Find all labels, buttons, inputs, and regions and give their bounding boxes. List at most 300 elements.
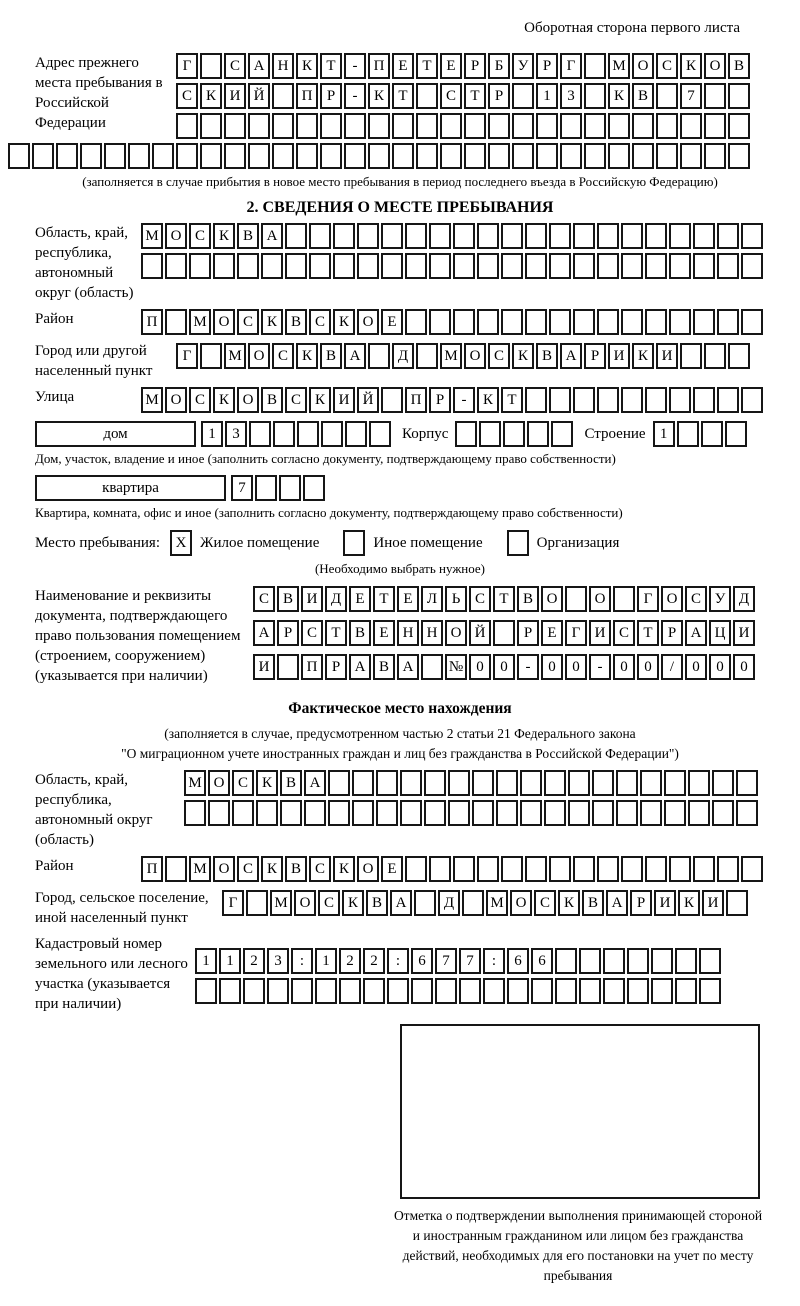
char-box[interactable]: / xyxy=(661,654,683,680)
char-box[interactable]: К xyxy=(477,387,499,413)
char-box[interactable] xyxy=(8,143,30,169)
char-box[interactable] xyxy=(279,475,301,501)
char-box[interactable]: О xyxy=(510,890,532,916)
char-box[interactable] xyxy=(568,800,590,826)
char-box[interactable]: Т xyxy=(320,53,342,79)
char-box[interactable] xyxy=(479,421,501,447)
char-box[interactable]: 3 xyxy=(560,83,582,109)
char-box[interactable]: С xyxy=(469,586,491,612)
char-box[interactable] xyxy=(717,309,739,335)
char-box[interactable]: : xyxy=(483,948,505,974)
char-box[interactable] xyxy=(669,856,691,882)
char-box[interactable] xyxy=(405,309,427,335)
char-box[interactable]: 6 xyxy=(531,948,553,974)
char-box[interactable]: Д xyxy=(438,890,460,916)
char-box[interactable]: Е xyxy=(381,856,403,882)
char-box[interactable] xyxy=(717,856,739,882)
char-box[interactable]: О xyxy=(589,586,611,612)
char-box[interactable] xyxy=(527,421,549,447)
char-box[interactable] xyxy=(525,223,547,249)
char-box[interactable]: М xyxy=(224,343,246,369)
char-box[interactable]: 1 xyxy=(219,948,241,974)
char-box[interactable] xyxy=(56,143,78,169)
char-box[interactable]: М xyxy=(486,890,508,916)
char-box[interactable] xyxy=(392,113,414,139)
char-box[interactable] xyxy=(496,770,518,796)
char-box[interactable] xyxy=(728,343,750,369)
char-box[interactable] xyxy=(536,143,558,169)
char-box[interactable] xyxy=(741,223,763,249)
char-box[interactable]: О xyxy=(464,343,486,369)
char-box[interactable] xyxy=(296,143,318,169)
char-box[interactable] xyxy=(493,620,515,646)
char-box[interactable] xyxy=(376,800,398,826)
char-box[interactable] xyxy=(573,856,595,882)
char-box[interactable] xyxy=(560,113,582,139)
char-box[interactable] xyxy=(741,856,763,882)
char-box[interactable]: 0 xyxy=(565,654,587,680)
char-box[interactable] xyxy=(551,421,573,447)
char-box[interactable] xyxy=(584,113,606,139)
char-box[interactable] xyxy=(496,800,518,826)
char-box[interactable] xyxy=(381,223,403,249)
char-box[interactable] xyxy=(608,113,630,139)
char-box[interactable] xyxy=(627,978,649,1004)
char-box[interactable] xyxy=(152,143,174,169)
char-box[interactable] xyxy=(597,253,619,279)
char-box[interactable]: 7 xyxy=(680,83,702,109)
char-box[interactable] xyxy=(549,223,571,249)
char-box[interactable] xyxy=(645,223,667,249)
char-box[interactable] xyxy=(352,800,374,826)
char-box[interactable] xyxy=(693,309,715,335)
char-box[interactable]: М xyxy=(184,770,206,796)
char-box[interactable] xyxy=(464,143,486,169)
char-box[interactable] xyxy=(728,83,750,109)
char-box[interactable]: К xyxy=(261,856,283,882)
char-box[interactable]: 0 xyxy=(493,654,515,680)
char-box[interactable]: К xyxy=(342,890,364,916)
char-box[interactable] xyxy=(320,113,342,139)
char-box[interactable] xyxy=(405,253,427,279)
char-box[interactable] xyxy=(712,800,734,826)
char-box[interactable] xyxy=(544,770,566,796)
char-box[interactable]: 0 xyxy=(637,654,659,680)
char-box[interactable] xyxy=(368,143,390,169)
char-box[interactable] xyxy=(741,309,763,335)
char-box[interactable]: К xyxy=(333,856,355,882)
char-box[interactable]: К xyxy=(680,53,702,79)
char-box[interactable]: О xyxy=(237,387,259,413)
char-box[interactable] xyxy=(440,113,462,139)
char-box[interactable] xyxy=(503,421,525,447)
char-box[interactable] xyxy=(255,475,277,501)
char-box[interactable]: Р xyxy=(517,620,539,646)
char-box[interactable] xyxy=(688,770,710,796)
char-box[interactable] xyxy=(459,978,481,1004)
char-box[interactable]: Р xyxy=(464,53,486,79)
char-box[interactable]: Й xyxy=(357,387,379,413)
char-box[interactable]: 7 xyxy=(435,948,457,974)
char-box[interactable]: П xyxy=(368,53,390,79)
char-box[interactable] xyxy=(165,856,187,882)
char-box[interactable] xyxy=(369,421,391,447)
char-box[interactable]: В xyxy=(582,890,604,916)
char-box[interactable] xyxy=(664,770,686,796)
char-box[interactable] xyxy=(363,978,385,1004)
char-box[interactable] xyxy=(656,143,678,169)
char-box[interactable] xyxy=(280,800,302,826)
char-box[interactable]: О xyxy=(541,586,563,612)
char-box[interactable] xyxy=(376,770,398,796)
char-box[interactable] xyxy=(728,113,750,139)
char-box[interactable] xyxy=(219,978,241,1004)
char-box[interactable]: Е xyxy=(397,586,419,612)
char-box[interactable]: Р xyxy=(488,83,510,109)
char-box[interactable] xyxy=(525,309,547,335)
char-box[interactable]: В xyxy=(280,770,302,796)
char-box[interactable] xyxy=(296,113,318,139)
char-box[interactable] xyxy=(477,309,499,335)
char-box[interactable] xyxy=(507,978,529,1004)
char-box[interactable]: Е xyxy=(541,620,563,646)
char-box[interactable]: 3 xyxy=(267,948,289,974)
char-box[interactable]: У xyxy=(709,586,731,612)
char-box[interactable] xyxy=(656,83,678,109)
char-box[interactable] xyxy=(345,421,367,447)
char-box[interactable]: С xyxy=(224,53,246,79)
char-box[interactable]: В xyxy=(261,387,283,413)
char-box[interactable] xyxy=(669,387,691,413)
char-box[interactable] xyxy=(704,143,726,169)
char-box[interactable]: - xyxy=(517,654,539,680)
char-box[interactable]: И xyxy=(654,890,676,916)
char-box[interactable]: М xyxy=(141,387,163,413)
char-box[interactable] xyxy=(200,113,222,139)
char-box[interactable]: Е xyxy=(349,586,371,612)
char-box[interactable]: И xyxy=(656,343,678,369)
char-box[interactable] xyxy=(699,978,721,1004)
char-box[interactable]: М xyxy=(270,890,292,916)
char-box[interactable]: : xyxy=(387,948,409,974)
char-box[interactable]: : xyxy=(291,948,313,974)
char-box[interactable] xyxy=(568,770,590,796)
char-box[interactable]: М xyxy=(189,309,211,335)
char-box[interactable]: К xyxy=(309,387,331,413)
char-box[interactable] xyxy=(368,343,390,369)
char-box[interactable]: Т xyxy=(373,586,395,612)
char-box[interactable]: Р xyxy=(661,620,683,646)
char-box[interactable] xyxy=(584,53,606,79)
char-box[interactable] xyxy=(531,978,553,1004)
char-box[interactable]: И xyxy=(608,343,630,369)
kvartira-type-box[interactable]: квартира xyxy=(35,475,226,501)
char-box[interactable] xyxy=(688,800,710,826)
char-box[interactable]: К xyxy=(261,309,283,335)
char-box[interactable] xyxy=(328,770,350,796)
char-box[interactable] xyxy=(704,343,726,369)
char-box[interactable] xyxy=(632,113,654,139)
char-box[interactable] xyxy=(195,978,217,1004)
char-box[interactable]: 7 xyxy=(231,475,253,501)
char-box[interactable]: А xyxy=(248,53,270,79)
char-box[interactable] xyxy=(520,800,542,826)
char-box[interactable] xyxy=(243,978,265,1004)
char-box[interactable] xyxy=(693,387,715,413)
char-box[interactable] xyxy=(200,343,222,369)
char-box[interactable]: В xyxy=(285,309,307,335)
char-box[interactable]: Г xyxy=(222,890,244,916)
char-box[interactable] xyxy=(414,890,436,916)
char-box[interactable] xyxy=(645,253,667,279)
char-box[interactable] xyxy=(627,948,649,974)
char-box[interactable] xyxy=(267,978,289,1004)
char-box[interactable]: А xyxy=(344,343,366,369)
char-box[interactable] xyxy=(573,223,595,249)
char-box[interactable] xyxy=(352,770,374,796)
char-box[interactable]: Е xyxy=(392,53,414,79)
char-box[interactable]: 0 xyxy=(733,654,755,680)
char-box[interactable] xyxy=(664,800,686,826)
checkbox-zhiloe-pomeshchenie[interactable]: X xyxy=(170,530,192,556)
char-box[interactable] xyxy=(669,253,691,279)
char-box[interactable] xyxy=(680,113,702,139)
char-box[interactable]: В xyxy=(285,856,307,882)
char-box[interactable] xyxy=(309,223,331,249)
char-box[interactable] xyxy=(597,223,619,249)
char-box[interactable]: С xyxy=(253,586,275,612)
char-box[interactable] xyxy=(741,387,763,413)
char-box[interactable] xyxy=(272,143,294,169)
char-box[interactable]: Б xyxy=(488,53,510,79)
char-box[interactable]: Т xyxy=(464,83,486,109)
char-box[interactable]: С xyxy=(301,620,323,646)
char-box[interactable] xyxy=(728,143,750,169)
char-box[interactable] xyxy=(477,253,499,279)
char-box[interactable] xyxy=(248,113,270,139)
char-box[interactable] xyxy=(675,978,697,1004)
char-box[interactable] xyxy=(488,143,510,169)
char-box[interactable] xyxy=(453,253,475,279)
char-box[interactable]: А xyxy=(349,654,371,680)
char-box[interactable] xyxy=(208,800,230,826)
char-box[interactable]: А xyxy=(560,343,582,369)
char-box[interactable] xyxy=(488,113,510,139)
char-box[interactable]: П xyxy=(141,309,163,335)
char-box[interactable] xyxy=(256,800,278,826)
char-box[interactable] xyxy=(592,770,614,796)
char-box[interactable]: Д xyxy=(325,586,347,612)
char-box[interactable]: Р xyxy=(536,53,558,79)
char-box[interactable] xyxy=(272,83,294,109)
char-box[interactable] xyxy=(448,770,470,796)
char-box[interactable]: Г xyxy=(176,53,198,79)
char-box[interactable]: В xyxy=(517,586,539,612)
char-box[interactable]: 6 xyxy=(411,948,433,974)
char-box[interactable] xyxy=(621,253,643,279)
char-box[interactable]: П xyxy=(405,387,427,413)
char-box[interactable]: О xyxy=(661,586,683,612)
char-box[interactable] xyxy=(701,421,723,447)
char-box[interactable] xyxy=(565,586,587,612)
char-box[interactable] xyxy=(224,143,246,169)
char-box[interactable] xyxy=(440,143,462,169)
char-box[interactable]: И xyxy=(589,620,611,646)
char-box[interactable]: Ь xyxy=(445,586,467,612)
char-box[interactable]: Д xyxy=(733,586,755,612)
char-box[interactable]: К xyxy=(200,83,222,109)
char-box[interactable] xyxy=(603,948,625,974)
char-box[interactable]: С xyxy=(285,387,307,413)
char-box[interactable]: М xyxy=(440,343,462,369)
char-box[interactable] xyxy=(189,253,211,279)
char-box[interactable]: В xyxy=(728,53,750,79)
char-box[interactable] xyxy=(165,253,187,279)
char-box[interactable]: 3 xyxy=(225,421,247,447)
char-box[interactable]: С xyxy=(272,343,294,369)
char-box[interactable] xyxy=(429,856,451,882)
char-box[interactable] xyxy=(416,143,438,169)
char-box[interactable]: И xyxy=(733,620,755,646)
char-box[interactable]: Е xyxy=(373,620,395,646)
char-box[interactable]: К xyxy=(296,343,318,369)
char-box[interactable] xyxy=(675,948,697,974)
char-box[interactable] xyxy=(669,223,691,249)
char-box[interactable]: Р xyxy=(429,387,451,413)
char-box[interactable] xyxy=(621,387,643,413)
char-box[interactable]: К xyxy=(256,770,278,796)
char-box[interactable] xyxy=(455,421,477,447)
char-box[interactable]: Й xyxy=(469,620,491,646)
char-box[interactable]: 0 xyxy=(709,654,731,680)
char-box[interactable] xyxy=(381,253,403,279)
char-box[interactable] xyxy=(424,800,446,826)
char-box[interactable] xyxy=(405,856,427,882)
char-box[interactable] xyxy=(616,770,638,796)
char-box[interactable] xyxy=(184,800,206,826)
char-box[interactable]: В xyxy=(349,620,371,646)
char-box[interactable]: А xyxy=(397,654,419,680)
char-box[interactable]: Й xyxy=(248,83,270,109)
char-box[interactable] xyxy=(400,800,422,826)
char-box[interactable]: С xyxy=(309,309,331,335)
char-box[interactable] xyxy=(285,253,307,279)
char-box[interactable]: И xyxy=(702,890,724,916)
char-box[interactable] xyxy=(579,948,601,974)
char-box[interactable]: Г xyxy=(565,620,587,646)
char-box[interactable]: С xyxy=(232,770,254,796)
char-box[interactable] xyxy=(555,948,577,974)
char-box[interactable]: С xyxy=(656,53,678,79)
char-box[interactable]: С xyxy=(309,856,331,882)
char-box[interactable] xyxy=(141,253,163,279)
char-box[interactable]: К xyxy=(558,890,580,916)
char-box[interactable]: О xyxy=(165,223,187,249)
char-box[interactable]: 0 xyxy=(541,654,563,680)
char-box[interactable]: С xyxy=(613,620,635,646)
char-box[interactable]: К xyxy=(368,83,390,109)
char-box[interactable] xyxy=(536,113,558,139)
char-box[interactable] xyxy=(128,143,150,169)
char-box[interactable] xyxy=(320,143,342,169)
char-box[interactable]: 1 xyxy=(653,421,675,447)
char-box[interactable]: К xyxy=(512,343,534,369)
char-box[interactable]: К xyxy=(213,387,235,413)
char-box[interactable] xyxy=(712,770,734,796)
char-box[interactable] xyxy=(632,143,654,169)
char-box[interactable]: Н xyxy=(397,620,419,646)
char-box[interactable]: Т xyxy=(501,387,523,413)
char-box[interactable]: О xyxy=(165,387,187,413)
char-box[interactable] xyxy=(477,223,499,249)
char-box[interactable] xyxy=(501,309,523,335)
char-box[interactable]: М xyxy=(608,53,630,79)
char-box[interactable]: С xyxy=(318,890,340,916)
char-box[interactable]: Д xyxy=(392,343,414,369)
char-box[interactable]: № xyxy=(445,654,467,680)
char-box[interactable] xyxy=(549,856,571,882)
char-box[interactable]: О xyxy=(704,53,726,79)
char-box[interactable] xyxy=(555,978,577,1004)
char-box[interactable] xyxy=(501,253,523,279)
dom-type-box[interactable]: дом xyxy=(35,421,196,447)
char-box[interactable] xyxy=(273,421,295,447)
char-box[interactable]: 1 xyxy=(201,421,223,447)
char-box[interactable]: О xyxy=(213,856,235,882)
char-box[interactable] xyxy=(573,253,595,279)
char-box[interactable]: О xyxy=(213,309,235,335)
char-box[interactable] xyxy=(272,113,294,139)
char-box[interactable] xyxy=(104,143,126,169)
char-box[interactable]: Т xyxy=(493,586,515,612)
char-box[interactable] xyxy=(357,223,379,249)
char-box[interactable] xyxy=(592,800,614,826)
char-box[interactable]: К xyxy=(608,83,630,109)
char-box[interactable] xyxy=(573,387,595,413)
char-box[interactable]: Г xyxy=(560,53,582,79)
char-box[interactable] xyxy=(339,978,361,1004)
char-box[interactable] xyxy=(549,387,571,413)
char-box[interactable] xyxy=(453,309,475,335)
char-box[interactable] xyxy=(640,770,662,796)
char-box[interactable] xyxy=(400,770,422,796)
char-box[interactable] xyxy=(640,800,662,826)
char-box[interactable] xyxy=(680,143,702,169)
char-box[interactable] xyxy=(333,223,355,249)
char-box[interactable] xyxy=(277,654,299,680)
char-box[interactable]: В xyxy=(320,343,342,369)
char-box[interactable] xyxy=(741,253,763,279)
char-box[interactable] xyxy=(704,113,726,139)
char-box[interactable] xyxy=(621,309,643,335)
char-box[interactable] xyxy=(321,421,343,447)
char-box[interactable] xyxy=(717,223,739,249)
char-box[interactable]: - xyxy=(344,53,366,79)
char-box[interactable]: 1 xyxy=(315,948,337,974)
char-box[interactable] xyxy=(285,223,307,249)
char-box[interactable] xyxy=(483,978,505,1004)
char-box[interactable] xyxy=(573,309,595,335)
char-box[interactable] xyxy=(32,143,54,169)
char-box[interactable]: 2 xyxy=(243,948,265,974)
char-box[interactable]: М xyxy=(189,856,211,882)
char-box[interactable] xyxy=(462,890,484,916)
char-box[interactable]: К xyxy=(213,223,235,249)
char-box[interactable] xyxy=(464,113,486,139)
char-box[interactable]: Ц xyxy=(709,620,731,646)
char-box[interactable]: Г xyxy=(176,343,198,369)
char-box[interactable]: С xyxy=(237,856,259,882)
